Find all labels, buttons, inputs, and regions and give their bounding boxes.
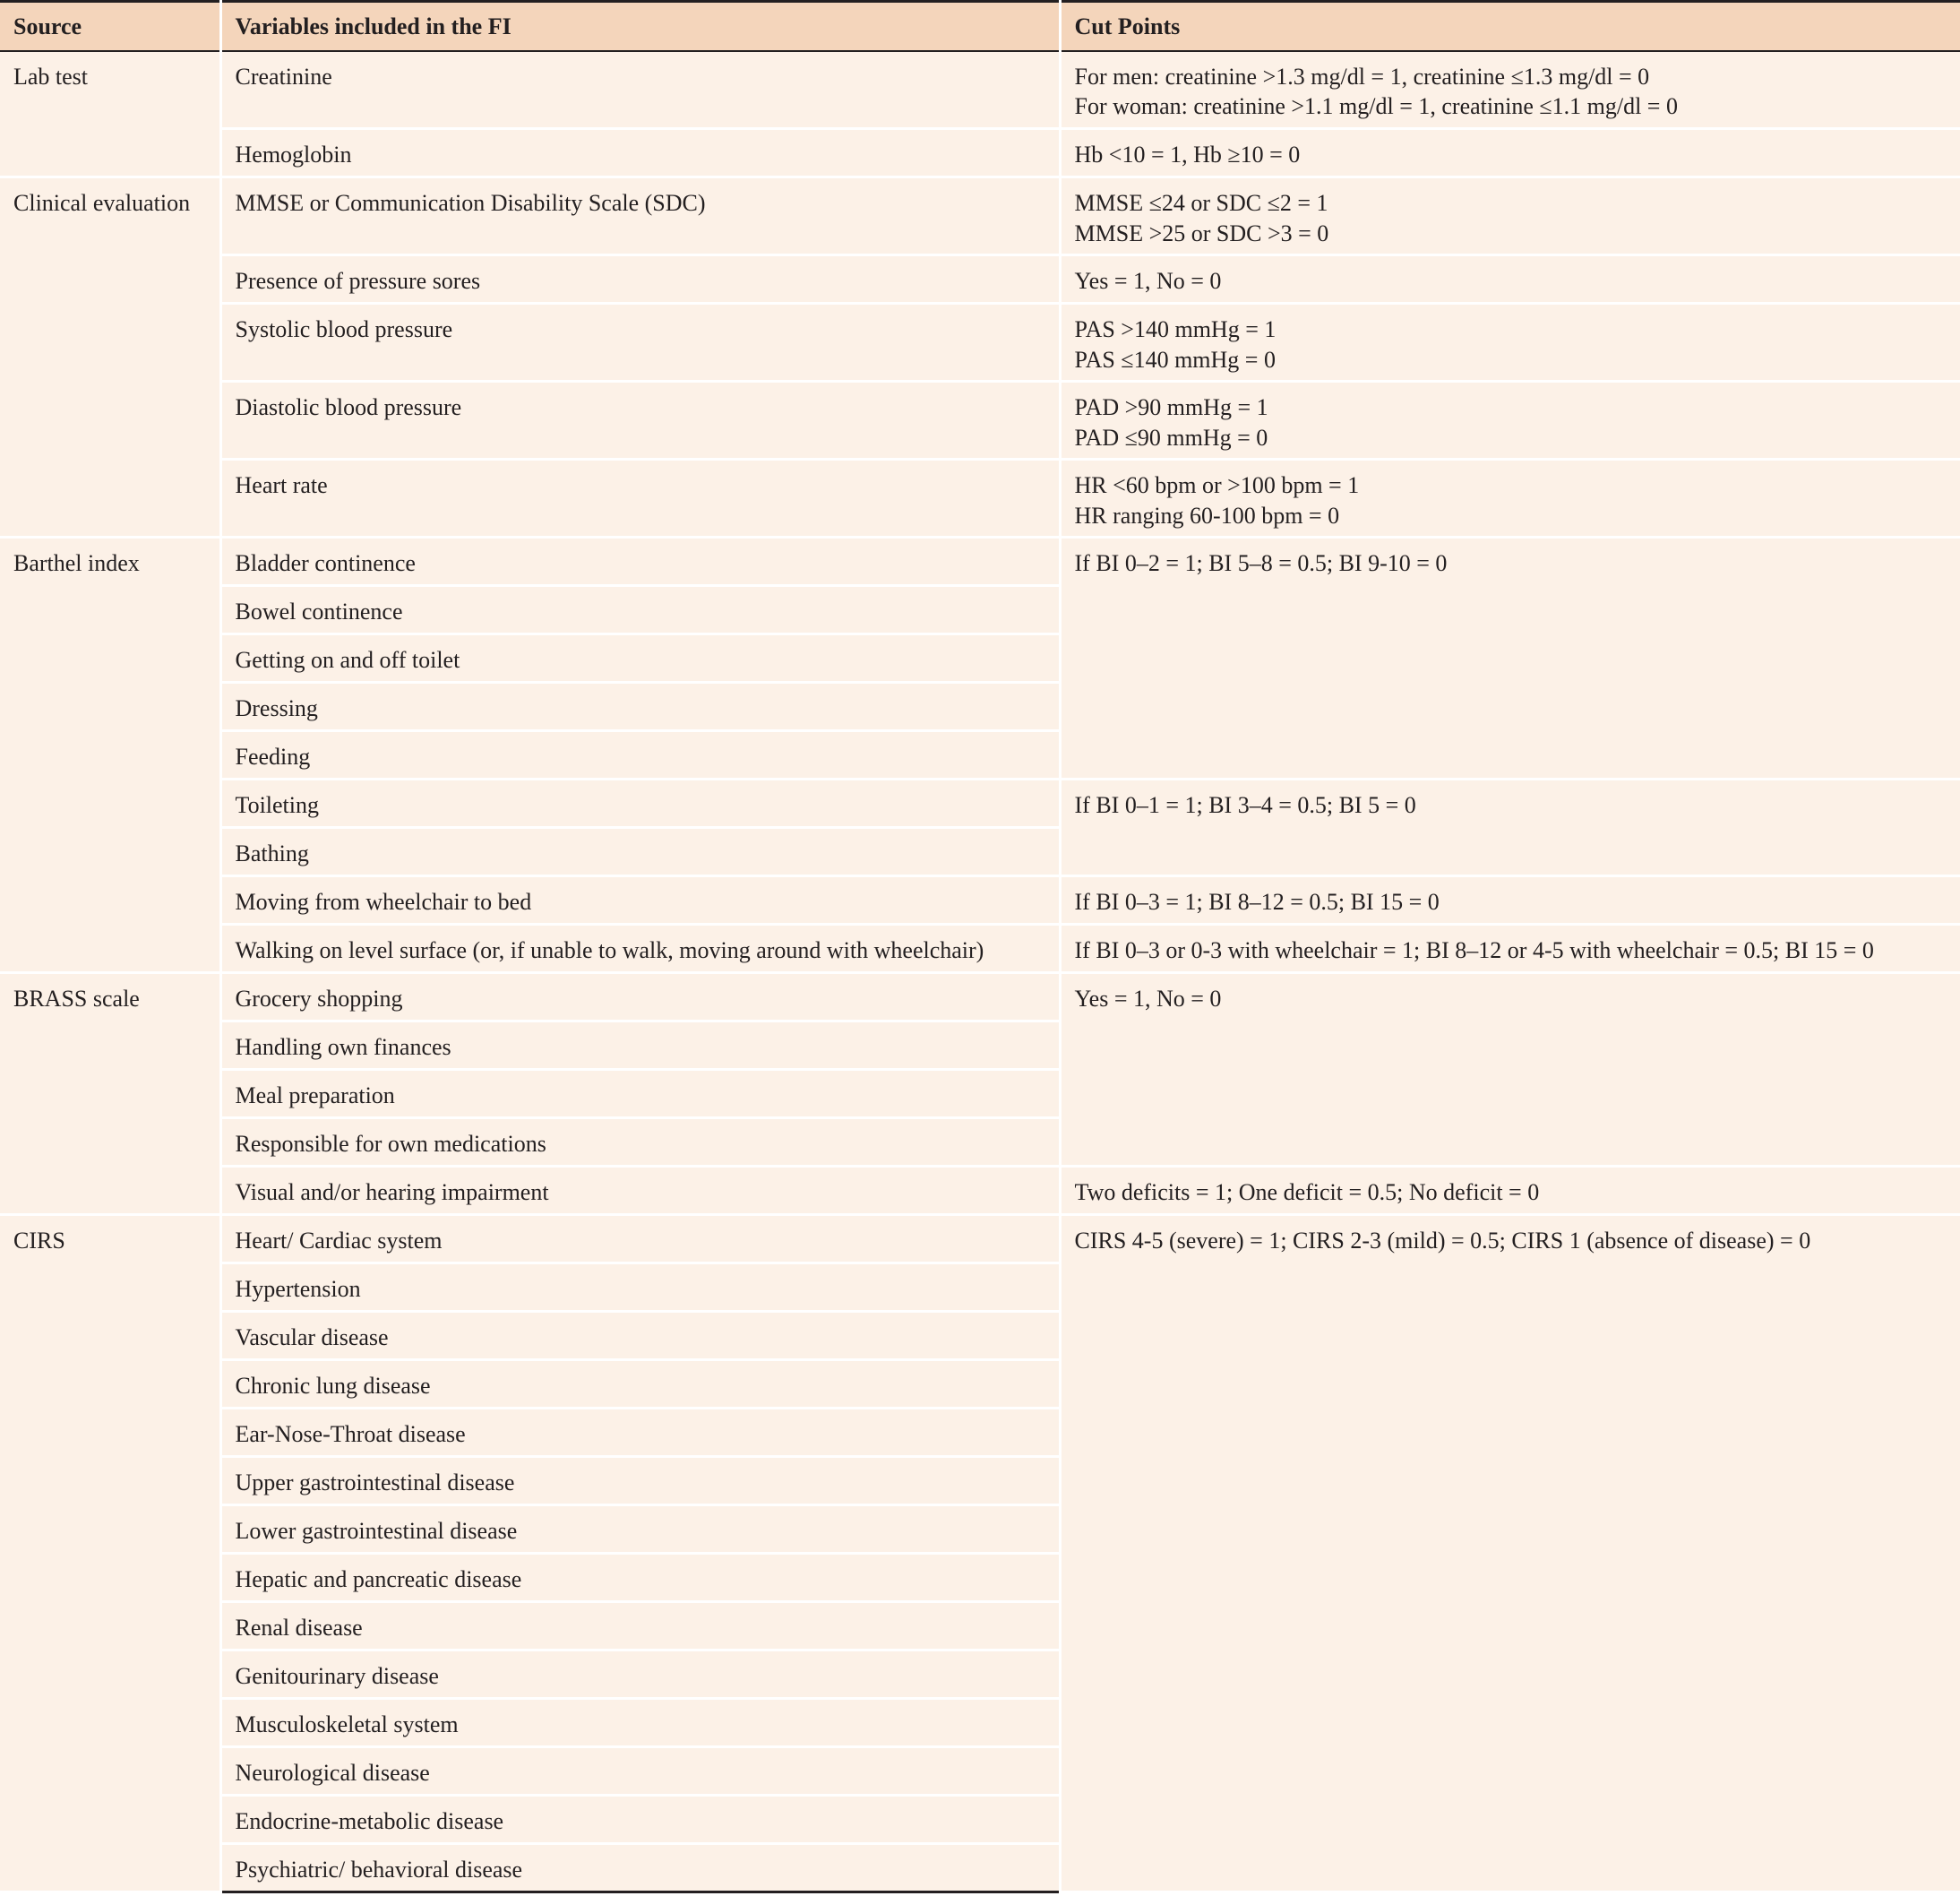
variable-cell: Bladder continence bbox=[220, 538, 1060, 586]
table-row bbox=[0, 780, 1960, 828]
header-variables: Variables included in the FI bbox=[220, 2, 1060, 51]
source-cell-barthel-index: Barthel index bbox=[0, 538, 220, 973]
variable-cell: Bathing bbox=[220, 828, 1060, 876]
variable-cell: Bowel continence bbox=[220, 586, 1060, 634]
table-row bbox=[0, 973, 1960, 1021]
header-row bbox=[0, 2, 1960, 51]
cut-point-line: MMSE >25 or SDC >3 = 0 bbox=[1074, 220, 1329, 246]
variable-cell: Feeding bbox=[220, 731, 1060, 780]
table-row bbox=[0, 51, 1960, 129]
variable-cell: Neurological disease bbox=[220, 1747, 1060, 1796]
cut-point-cell bbox=[1060, 1215, 1960, 1892]
cut-point-line: For woman: creatinine >1.1 mg/dl = 1, creatinine ≤1.1 mg/dl = 0 bbox=[1074, 93, 1678, 119]
cut-point-line: Yes = 1, No = 0 bbox=[1074, 268, 1222, 294]
cut-point-cell bbox=[1060, 538, 1960, 780]
cut-point-line: If BI 0–1 = 1; BI 3–4 = 0.5; BI 5 = 0 bbox=[1074, 792, 1416, 818]
cut-point-line: CIRS 4-5 (severe) = 1; CIRS 2-3 (mild) = 0.5; CIRS 1 (absence of disease) = 0 bbox=[1074, 1228, 1811, 1254]
variable-cell: Genitourinary disease bbox=[220, 1650, 1060, 1699]
cut-point-cell bbox=[1060, 925, 1960, 973]
cut-point-cell bbox=[1060, 1167, 1960, 1215]
variable-cell: Grocery shopping bbox=[220, 973, 1060, 1021]
table-row bbox=[0, 255, 1960, 304]
cut-point-line: HR <60 bpm or >100 bpm = 1 bbox=[1074, 472, 1360, 498]
variable-cell: Psychiatric/ behavioral disease bbox=[220, 1844, 1060, 1892]
cut-point-cell bbox=[1060, 304, 1960, 382]
variable-cell: Moving from wheelchair to bed bbox=[220, 876, 1060, 925]
table-body bbox=[0, 51, 1960, 1892]
variable-cell: Ear-Nose-Throat disease bbox=[220, 1409, 1060, 1457]
cut-point-cell bbox=[1060, 780, 1960, 876]
table-row bbox=[0, 1167, 1960, 1215]
table-row bbox=[0, 460, 1960, 538]
variable-cell: Meal preparation bbox=[220, 1070, 1060, 1118]
table-header bbox=[0, 2, 1960, 51]
source-cell-brass-scale: BRASS scale bbox=[0, 973, 220, 1215]
table-row bbox=[0, 538, 1960, 586]
cut-point-cell bbox=[1060, 876, 1960, 925]
variable-cell: Upper gastrointestinal disease bbox=[220, 1457, 1060, 1505]
cut-point-line: If BI 0–3 or 0-3 with wheelchair = 1; BI 8–12 or 4-5 with wheelchair = 0.5; BI 15 = 0 bbox=[1074, 937, 1874, 963]
cut-point-line: PAD >90 mmHg = 1 bbox=[1074, 394, 1268, 420]
cut-point-cell bbox=[1060, 177, 1960, 255]
variable-cell: Chronic lung disease bbox=[220, 1360, 1060, 1409]
cut-point-line: Yes = 1, No = 0 bbox=[1074, 986, 1222, 1012]
table-row bbox=[0, 129, 1960, 177]
header-cut-points: Cut Points bbox=[1060, 2, 1960, 51]
cut-point-line: HR ranging 60-100 bpm = 0 bbox=[1074, 502, 1340, 529]
table-row bbox=[0, 382, 1960, 460]
cut-point-line: MMSE ≤24 or SDC ≤2 = 1 bbox=[1074, 190, 1328, 216]
variable-cell: Dressing bbox=[220, 683, 1060, 731]
variable-cell: Hemoglobin bbox=[220, 129, 1060, 177]
cut-point-line: If BI 0–2 = 1; BI 5–8 = 0.5; BI 9-10 = 0 bbox=[1074, 550, 1448, 576]
cut-point-cell bbox=[1060, 129, 1960, 177]
table-row bbox=[0, 177, 1960, 255]
cut-point-cell bbox=[1060, 382, 1960, 460]
cut-point-cell bbox=[1060, 973, 1960, 1167]
variable-cell: MMSE or Communication Disability Scale (SDC) bbox=[220, 177, 1060, 255]
cut-point-line: For men: creatinine >1.3 mg/dl = 1, creatinine ≤1.3 mg/dl = 0 bbox=[1074, 63, 1650, 90]
variable-cell: Systolic blood pressure bbox=[220, 304, 1060, 382]
source-cell-lab-test: Lab test bbox=[0, 51, 220, 177]
cut-point-line: If BI 0–3 = 1; BI 8–12 = 0.5; BI 15 = 0 bbox=[1074, 889, 1440, 915]
variable-cell: Diastolic blood pressure bbox=[220, 382, 1060, 460]
cut-point-line: Two deficits = 1; One deficit = 0.5; No deficit = 0 bbox=[1074, 1179, 1540, 1205]
variable-cell: Visual and/or hearing impairment bbox=[220, 1167, 1060, 1215]
variable-cell: Lower gastrointestinal disease bbox=[220, 1505, 1060, 1554]
source-cell-clinical-evaluation: Clinical evaluation bbox=[0, 177, 220, 538]
variable-cell: Heart rate bbox=[220, 460, 1060, 538]
source-cell-cirs: CIRS bbox=[0, 1215, 220, 1892]
variable-cell: Toileting bbox=[220, 780, 1060, 828]
variable-cell: Walking on level surface (or, if unable to walk, moving around with wheelchair) bbox=[220, 925, 1060, 973]
variable-cell: Renal disease bbox=[220, 1602, 1060, 1650]
variable-cell: Heart/ Cardiac system bbox=[220, 1215, 1060, 1263]
cut-point-line: PAS >140 mmHg = 1 bbox=[1074, 316, 1277, 342]
table-row bbox=[0, 876, 1960, 925]
cut-point-cell bbox=[1060, 255, 1960, 304]
header-source: Source bbox=[0, 2, 220, 51]
variable-cell: Musculoskeletal system bbox=[220, 1699, 1060, 1747]
variable-cell: Responsible for own medications bbox=[220, 1118, 1060, 1167]
variable-cell: Endocrine-metabolic disease bbox=[220, 1796, 1060, 1844]
variable-cell: Handling own finances bbox=[220, 1021, 1060, 1070]
variable-cell: Presence of pressure sores bbox=[220, 255, 1060, 304]
cut-point-line: PAS ≤140 mmHg = 0 bbox=[1074, 346, 1276, 373]
table-row bbox=[0, 1215, 1960, 1263]
cut-point-cell bbox=[1060, 460, 1960, 538]
cut-point-line: PAD ≤90 mmHg = 0 bbox=[1074, 424, 1268, 451]
variable-cell: Hypertension bbox=[220, 1263, 1060, 1312]
variable-cell: Hepatic and pancreatic disease bbox=[220, 1554, 1060, 1602]
cut-point-cell bbox=[1060, 51, 1960, 129]
variable-cell: Creatinine bbox=[220, 51, 1060, 129]
variable-cell: Getting on and off toilet bbox=[220, 634, 1060, 683]
table-row bbox=[0, 925, 1960, 973]
table-row bbox=[0, 304, 1960, 382]
cut-point-line: Hb <10 = 1, Hb ≥10 = 0 bbox=[1074, 142, 1301, 168]
variable-cell: Vascular disease bbox=[220, 1312, 1060, 1360]
